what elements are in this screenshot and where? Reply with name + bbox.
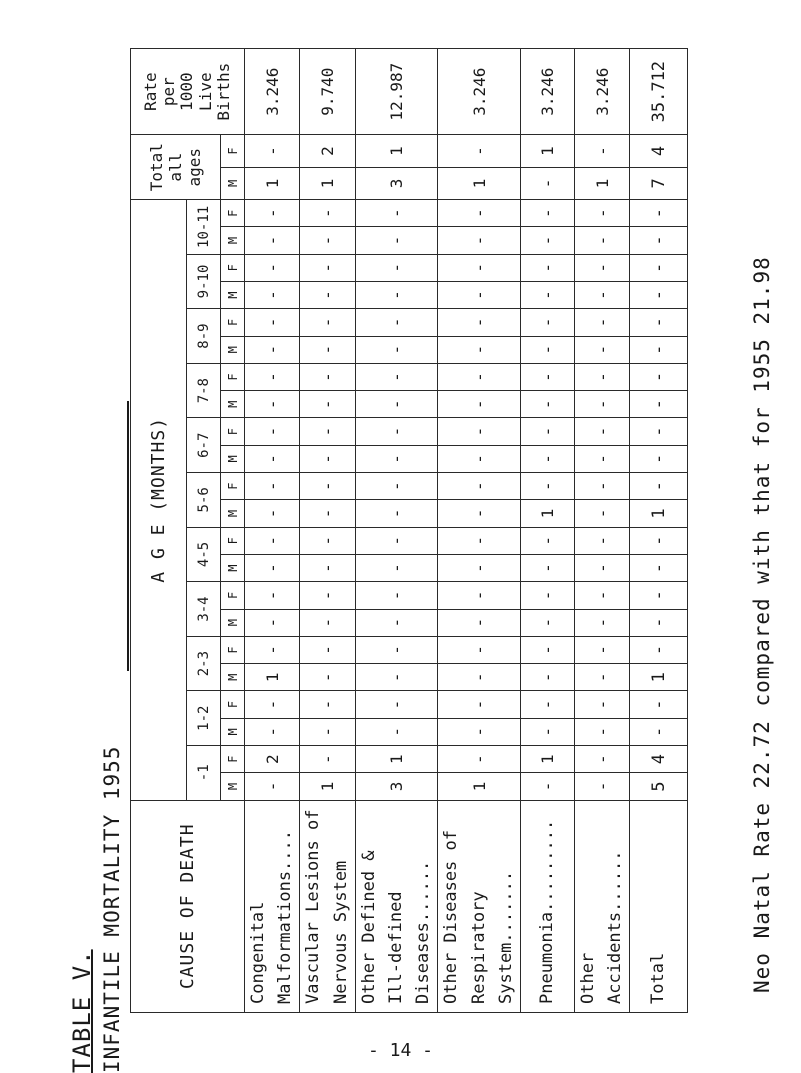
count-cell: - (300, 200, 355, 227)
count-cell: - (574, 582, 629, 609)
total-female-cell: 2 (300, 135, 355, 167)
count-cell: - (355, 418, 438, 445)
count-cell: - (245, 309, 300, 336)
count-cell: - (574, 691, 629, 718)
total-female-cell: - (574, 135, 629, 167)
page-number: - 14 - (367, 1040, 434, 1061)
count-cell: - (300, 363, 355, 390)
count-cell: - (438, 609, 521, 636)
sex-header: F (221, 527, 245, 554)
count-cell: - (300, 500, 355, 527)
rate-cell: 12.987 (355, 49, 438, 135)
count-cell: - (355, 636, 438, 663)
count-cell: - (438, 636, 521, 663)
count-cell: - (438, 664, 521, 691)
sex-header: M (221, 445, 245, 472)
count-cell: - (520, 391, 574, 418)
count-cell: - (245, 691, 300, 718)
count-cell: - (438, 582, 521, 609)
sex-header: F (221, 135, 245, 167)
count-cell: - (438, 691, 521, 718)
count-cell: - (245, 718, 300, 745)
sex-header: F (221, 200, 245, 227)
count-cell: - (300, 554, 355, 581)
count-cell: - (630, 281, 688, 308)
count-cell: - (355, 336, 438, 363)
count-cell: - (300, 254, 355, 281)
sex-header: F (221, 473, 245, 500)
age-group-header: -1 (187, 746, 221, 801)
sex-header: M (221, 500, 245, 527)
table-title: TABLE V. (68, 949, 96, 1073)
neo-natal-footnote: Neo Natal Rate 22.72 compared with that for 1955 21.98 (750, 256, 774, 993)
table-row (438, 49, 521, 1013)
count-cell: - (438, 363, 521, 390)
sex-header: M (221, 609, 245, 636)
count-cell: - (300, 609, 355, 636)
cause-cell: Pneumonia......... (520, 800, 574, 1012)
cause-header: CAUSE OF DEATH (131, 800, 245, 1012)
count-cell: - (574, 227, 629, 254)
count-cell: - (520, 664, 574, 691)
cause-cell: Other Accidents...... (574, 800, 629, 1012)
count-cell: - (300, 527, 355, 554)
count-cell: - (520, 636, 574, 663)
count-cell: - (630, 254, 688, 281)
count-cell: - (630, 227, 688, 254)
count-cell: 4 (630, 746, 688, 773)
total-male-cell: 3 (355, 167, 438, 199)
count-cell: - (245, 336, 300, 363)
count-cell: - (355, 391, 438, 418)
rate-cell: 3.246 (574, 49, 629, 135)
count-cell: - (630, 718, 688, 745)
sex-header: M (221, 391, 245, 418)
count-cell: 1 (300, 773, 355, 800)
count-cell: 1 (630, 500, 688, 527)
count-cell: - (520, 554, 574, 581)
count-cell: - (520, 445, 574, 472)
count-cell: - (574, 718, 629, 745)
count-cell: - (574, 391, 629, 418)
count-cell: - (438, 718, 521, 745)
age-group-header: 9-10 (187, 254, 221, 309)
count-cell: - (520, 281, 574, 308)
total-female-cell: 4 (630, 135, 688, 167)
count-cell: - (630, 363, 688, 390)
mortality-table (130, 48, 688, 1013)
count-cell: - (520, 527, 574, 554)
count-cell: - (300, 691, 355, 718)
rate-cell: 9.740 (300, 49, 355, 135)
count-cell: - (574, 527, 629, 554)
count-cell: - (574, 500, 629, 527)
count-cell: - (245, 500, 300, 527)
count-cell: - (630, 691, 688, 718)
cause-cell: Other Diseases of Respiratory System....... (438, 800, 521, 1012)
count-cell: 2 (245, 746, 300, 773)
count-cell: - (300, 664, 355, 691)
age-group-header: 8-9 (187, 309, 221, 364)
count-cell: - (245, 418, 300, 445)
count-cell: - (355, 227, 438, 254)
count-cell: - (355, 281, 438, 308)
sex-header: F (221, 582, 245, 609)
count-cell: - (574, 309, 629, 336)
count-cell: - (245, 609, 300, 636)
count-cell: - (355, 254, 438, 281)
sex-header: F (221, 363, 245, 390)
rate-header: Rate per 1000 Live Births (131, 49, 245, 135)
count-cell: - (438, 281, 521, 308)
count-cell: - (574, 664, 629, 691)
count-cell: - (520, 200, 574, 227)
rate-cell: 3.246 (438, 49, 521, 135)
table-row (574, 49, 629, 1013)
count-cell: - (438, 554, 521, 581)
total-female-cell: 1 (355, 135, 438, 167)
count-cell: - (438, 336, 521, 363)
total-male-cell: 1 (245, 167, 300, 199)
table-row (300, 49, 355, 1013)
count-cell: - (574, 773, 629, 800)
count-cell: - (520, 718, 574, 745)
count-cell: - (574, 609, 629, 636)
count-cell: - (520, 691, 574, 718)
table-subtitle: INFANTILE MORTALITY 1955 (100, 0, 129, 1073)
count-cell: - (355, 718, 438, 745)
count-cell: - (355, 500, 438, 527)
count-cell: - (245, 391, 300, 418)
count-cell: - (438, 500, 521, 527)
count-cell: - (574, 554, 629, 581)
count-cell: - (520, 254, 574, 281)
count-cell: - (520, 773, 574, 800)
count-cell: - (520, 309, 574, 336)
count-cell: - (245, 363, 300, 390)
table-row (520, 49, 574, 1013)
count-cell: - (355, 527, 438, 554)
count-cell: - (574, 473, 629, 500)
count-cell: - (438, 227, 521, 254)
total-male-cell: 7 (630, 167, 688, 199)
count-cell: - (355, 691, 438, 718)
count-cell: - (630, 527, 688, 554)
count-cell: - (300, 718, 355, 745)
count-cell: 1 (355, 746, 438, 773)
count-cell: 1 (520, 746, 574, 773)
total-male-cell: 1 (438, 167, 521, 199)
count-cell: - (520, 582, 574, 609)
total-female-cell: - (245, 135, 300, 167)
sex-header: F (221, 418, 245, 445)
count-cell: - (355, 309, 438, 336)
age-header: A G E (MONTHS) (131, 200, 187, 801)
count-cell: - (245, 527, 300, 554)
cause-cell: Vascular Lesions of Nervous System (300, 800, 355, 1012)
rate-cell: 3.246 (520, 49, 574, 135)
count-cell: - (520, 609, 574, 636)
count-cell: 1 (438, 773, 521, 800)
count-cell: - (438, 527, 521, 554)
count-cell: - (520, 418, 574, 445)
count-cell: 1 (630, 664, 688, 691)
count-cell: - (245, 473, 300, 500)
count-cell: - (300, 309, 355, 336)
count-cell: - (574, 418, 629, 445)
count-cell: 5 (630, 773, 688, 800)
count-cell: - (630, 445, 688, 472)
sex-header: M (221, 664, 245, 691)
sex-header: F (221, 746, 245, 773)
total-all-ages-header: Total all ages (131, 135, 221, 200)
count-cell: - (630, 554, 688, 581)
table-row (245, 49, 300, 1013)
sex-header: M (221, 336, 245, 363)
count-cell: - (630, 336, 688, 363)
count-cell: - (574, 281, 629, 308)
count-cell: - (438, 473, 521, 500)
count-cell: - (300, 636, 355, 663)
count-cell: - (245, 773, 300, 800)
count-cell: - (245, 582, 300, 609)
count-cell: - (245, 636, 300, 663)
count-cell: - (630, 582, 688, 609)
count-cell: - (574, 363, 629, 390)
count-cell: - (438, 445, 521, 472)
count-cell: - (245, 554, 300, 581)
count-cell: - (300, 473, 355, 500)
count-cell: - (574, 636, 629, 663)
count-cell: - (574, 336, 629, 363)
table-body (245, 49, 688, 1013)
sex-header: F (221, 691, 245, 718)
count-cell: - (630, 200, 688, 227)
sex-header: F (221, 254, 245, 281)
sex-header: F (221, 636, 245, 663)
count-cell: - (520, 363, 574, 390)
count-cell: - (574, 200, 629, 227)
count-cell: 1 (245, 664, 300, 691)
count-cell: - (520, 336, 574, 363)
count-cell: - (438, 391, 521, 418)
count-cell: - (630, 636, 688, 663)
count-cell: - (355, 445, 438, 472)
sex-header: F (221, 309, 245, 336)
rate-cell: 35.712 (630, 49, 688, 135)
count-cell: - (438, 746, 521, 773)
age-group-header: 5-6 (187, 473, 221, 528)
count-cell: - (300, 227, 355, 254)
cause-cell: Congenital Malformations.... (245, 800, 300, 1012)
age-group-header: 3-4 (187, 582, 221, 637)
table-row (355, 49, 438, 1013)
count-cell: - (300, 281, 355, 308)
cause-cell: Other Defined & Ill-defined Diseases...... (355, 800, 438, 1012)
total-female-cell: 1 (520, 135, 574, 167)
age-group-header: 10-11 (187, 200, 221, 255)
count-cell: - (630, 418, 688, 445)
count-cell: - (245, 200, 300, 227)
count-cell: - (245, 227, 300, 254)
count-cell: - (355, 609, 438, 636)
count-cell: - (300, 582, 355, 609)
count-cell: - (630, 309, 688, 336)
count-cell: - (245, 254, 300, 281)
total-row (630, 49, 688, 1013)
total-male-cell: 1 (300, 167, 355, 199)
count-cell: - (630, 609, 688, 636)
count-cell: 3 (355, 773, 438, 800)
count-cell: - (355, 664, 438, 691)
count-cell: - (438, 254, 521, 281)
sex-header: M (221, 281, 245, 308)
age-group-header: 1-2 (187, 691, 221, 746)
age-group-header: 7-8 (187, 363, 221, 418)
sex-header: M (221, 167, 245, 199)
count-cell: - (520, 473, 574, 500)
count-cell: - (355, 582, 438, 609)
count-cell: - (355, 554, 438, 581)
age-group-header: 4-5 (187, 527, 221, 582)
count-cell: - (300, 418, 355, 445)
count-cell: - (355, 473, 438, 500)
count-cell: - (438, 200, 521, 227)
count-cell: - (438, 418, 521, 445)
sex-header: M (221, 773, 245, 800)
count-cell: - (245, 445, 300, 472)
count-cell: - (300, 336, 355, 363)
count-cell: - (630, 473, 688, 500)
count-cell: - (520, 227, 574, 254)
count-cell: - (300, 391, 355, 418)
total-male-cell: - (520, 167, 574, 199)
count-cell: 1 (520, 500, 574, 527)
sex-header: M (221, 718, 245, 745)
total-female-cell: - (438, 135, 521, 167)
count-cell: - (355, 200, 438, 227)
total-label-cell: Total (630, 800, 688, 1012)
count-cell: - (438, 309, 521, 336)
count-cell: - (300, 746, 355, 773)
count-cell: - (630, 391, 688, 418)
count-cell: - (574, 746, 629, 773)
age-group-header: 2-3 (187, 636, 221, 691)
rate-cell: 3.246 (245, 49, 300, 135)
total-male-cell: 1 (574, 167, 629, 199)
count-cell: - (245, 281, 300, 308)
age-group-header: 6-7 (187, 418, 221, 473)
count-cell: - (574, 254, 629, 281)
count-cell: - (355, 363, 438, 390)
count-cell: - (300, 445, 355, 472)
sex-header: M (221, 554, 245, 581)
sex-header: M (221, 227, 245, 254)
count-cell: - (574, 445, 629, 472)
